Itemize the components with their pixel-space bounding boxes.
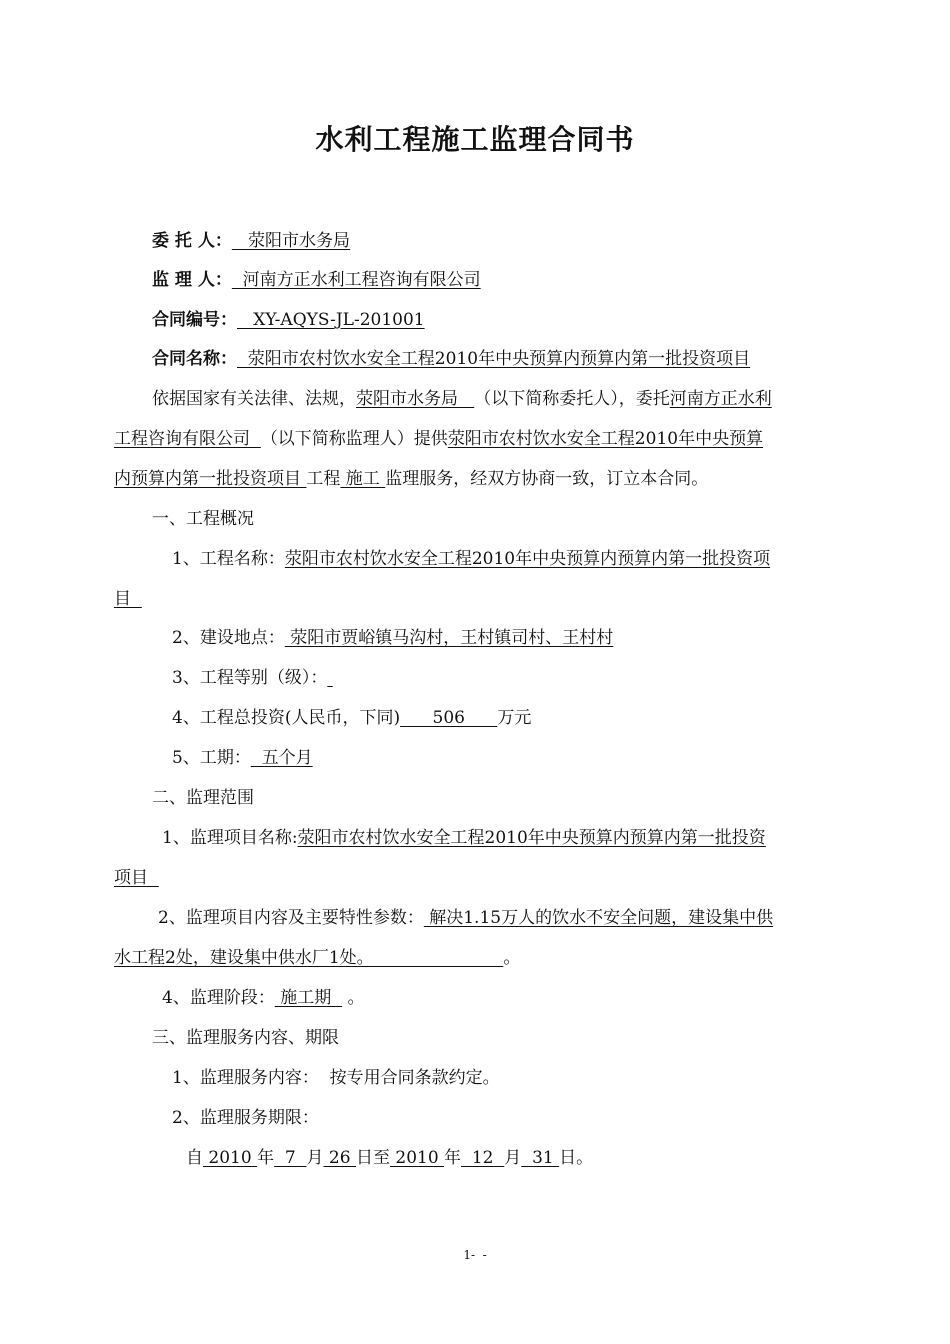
client-label: 委 托 人：	[152, 231, 232, 251]
intro-project: 荥阳市农村饮水安全工程2010年中央预算	[447, 429, 764, 449]
section-2-heading: 二、监理范围	[152, 788, 254, 808]
project-name-cont	[114, 587, 142, 611]
project-name-line	[172, 547, 770, 571]
grade-label: 3、工程等别（级）：	[172, 668, 328, 688]
grade-line	[172, 666, 333, 690]
grade-value	[327, 668, 332, 688]
duration-line	[172, 746, 313, 770]
scope-content-end: 。	[503, 948, 521, 968]
supervisor-line	[152, 268, 481, 292]
contract-no-label: 合同编号：	[152, 310, 237, 330]
location-value: 荥阳市贾峪镇马沟村，王村镇司村、王村村	[284, 628, 614, 648]
project-name-label: 1、工程名称：	[172, 549, 285, 569]
intro-text: （以下简称监理人）提供	[260, 429, 448, 449]
scope-name-label: 1、监理项目名称:	[162, 828, 298, 848]
stage-label: 4、监理阶段：	[162, 988, 275, 1008]
intro-stage: 施工	[340, 469, 386, 489]
stage-end: 。	[342, 988, 365, 1008]
intro-supervisor: 河南方正水利	[669, 389, 772, 409]
supervisor-value: 河南方正水利工程咨询有限公司	[231, 270, 481, 290]
to-month: 12	[461, 1148, 505, 1168]
contract-name-label: 合同名称：	[152, 349, 237, 369]
section-3-heading: 三、监理服务内容、期限	[152, 1028, 339, 1048]
investment-value: 506	[400, 708, 498, 728]
period-text: 日至	[355, 1148, 390, 1168]
client-line	[152, 229, 350, 253]
period-text: 月	[306, 1148, 324, 1168]
intro-line-2	[114, 427, 763, 451]
contract-name-line	[152, 347, 750, 371]
duration-value: 五个月	[250, 748, 313, 768]
scope-name-value: 项目	[114, 868, 159, 888]
period-text: 年	[257, 1148, 275, 1168]
period-text: 年	[444, 1148, 462, 1168]
intro-text: （以下简称委托人），委托	[474, 389, 670, 409]
from-day: 26	[323, 1148, 356, 1168]
location-line	[172, 626, 613, 650]
intro-text: 依据国家有关法律、法规，	[152, 389, 356, 409]
document-title: 水利工程施工监理合同书	[315, 123, 635, 156]
period-text: 月	[504, 1148, 522, 1168]
period-text: 自	[186, 1148, 203, 1168]
scope-name-line	[162, 826, 766, 850]
page-number: 1- -	[463, 1248, 487, 1262]
intro-text: 监理服务，经双方协商一致，订立本合同。	[385, 469, 709, 489]
investment-line	[172, 706, 531, 730]
project-name-value: 目	[114, 589, 142, 609]
scope-content-cont	[114, 946, 520, 970]
intro-supervisor: 工程咨询有限公司	[114, 429, 261, 449]
service-content-line: 1、监理服务内容： 按专用合同条款约定。	[172, 1068, 500, 1088]
investment-label: 4、工程总投资(人民币，下同)	[172, 708, 401, 728]
from-month: 7	[274, 1148, 307, 1168]
duration-label: 5、工期：	[172, 748, 251, 768]
contract-name-value: 荥阳市农村饮水安全工程2010年中央预算内预算内第一批投资项目	[237, 349, 751, 369]
location-label: 2、建设地点：	[172, 628, 285, 648]
stage-value: 施工期	[274, 988, 343, 1008]
scope-content-value: 解决1.15万人的饮水不安全问题，建设集中供	[423, 908, 774, 928]
service-period-line: 2、监理服务期限：	[172, 1108, 319, 1128]
intro-project: 内预算内第一批投资项目	[114, 469, 307, 489]
period-text: 日。	[559, 1148, 594, 1168]
supervisor-label: 监 理 人：	[152, 270, 232, 290]
contract-no-line	[152, 308, 425, 332]
stage-line	[162, 986, 364, 1010]
section-1-heading: 一、工程概况	[152, 509, 254, 529]
scope-content-label: 2、监理项目内容及主要特性参数：	[158, 908, 424, 928]
scope-name-value: 荥阳市农村饮水安全工程2010年中央预算内预算内第一批投资	[297, 828, 766, 848]
scope-content-line	[158, 906, 773, 930]
investment-unit: 万元	[497, 708, 532, 728]
contract-no-value: XY-AQYS-JL-201001	[237, 310, 425, 330]
intro-client: 荥阳市水务局	[356, 389, 475, 409]
project-name-value: 荥阳市农村饮水安全工程2010年中央预算内预算内第一批投资项	[284, 549, 771, 569]
scope-content-value: 水工程2处，建设集中供水厂1处。	[114, 948, 504, 968]
intro-line-1	[152, 387, 772, 411]
from-year: 2010	[203, 1148, 258, 1168]
client-value: 荥阳市水务局	[231, 231, 351, 251]
intro-line-3	[114, 467, 708, 491]
period-dates-line	[186, 1146, 593, 1170]
to-day: 31	[521, 1148, 560, 1168]
scope-name-cont	[114, 866, 159, 890]
to-year: 2010	[389, 1148, 445, 1168]
intro-text: 工程	[306, 469, 341, 489]
